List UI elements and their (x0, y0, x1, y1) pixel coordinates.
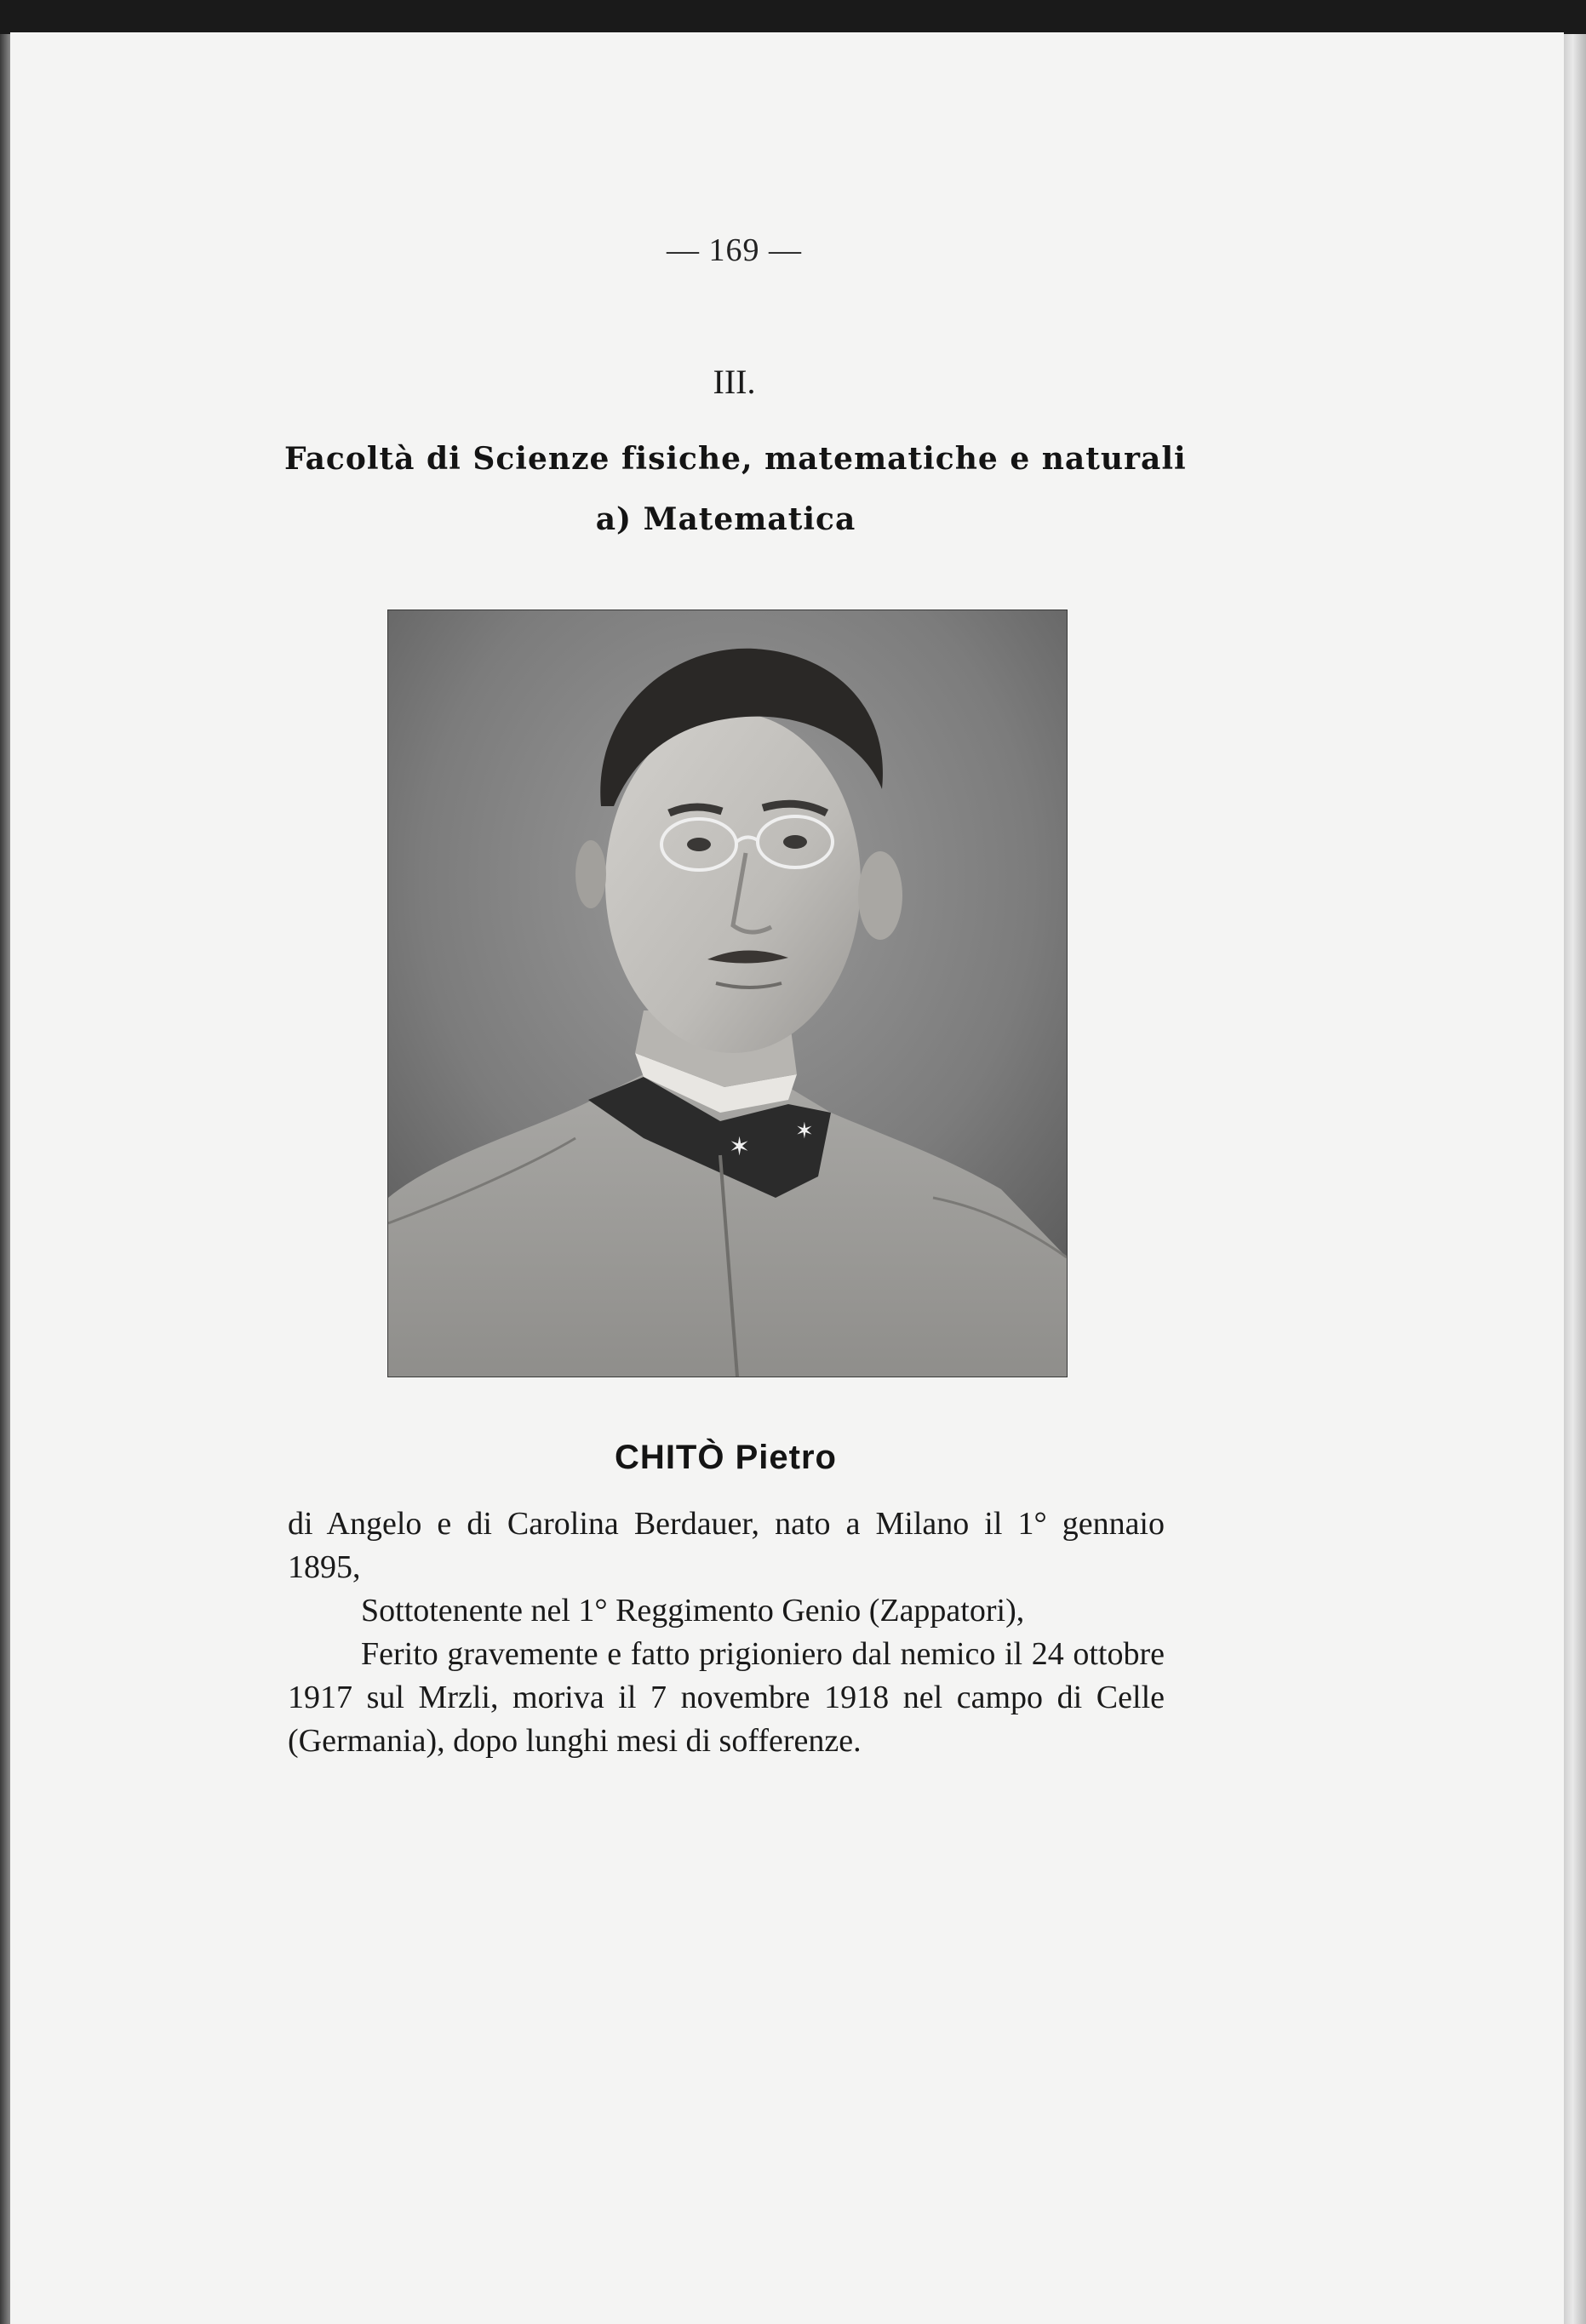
page-number: — 169 — (667, 232, 802, 268)
next-page-edge (1564, 34, 1586, 2324)
portrait-photo-icon (388, 610, 1067, 1377)
subject-title: a) Matematica (595, 501, 856, 537)
biography-text (288, 1503, 1165, 1763)
svg-text:✶: ✶ (729, 1132, 751, 1162)
bio-line-rank: Sottotenente nel 1° Reggimento Genio (Zappatori), (361, 1593, 1025, 1629)
section-number: III. (713, 363, 756, 401)
bio-line-death: Ferito gravemente e fatto prigioniero dal nemico il 24 ottobre 1917 sul Mrzli, moriva il 7 novembre 1918 nel campo di Celle (Germania), dopo lunghi mesi di sofferenze. (288, 1636, 1165, 1759)
svg-text:✶: ✶ (795, 1119, 814, 1144)
scan-border-top (0, 0, 1586, 34)
bio-line-parents: di Angelo e di Carolina Berdauer, nato a Milano il 1° gennaio 1895, (288, 1506, 1165, 1585)
faculty-title: Facoltà di Scienze fisiche, matematiche e naturali (284, 441, 1187, 477)
person-name: CHITÒ Pietro (615, 1439, 837, 1476)
portrait-photo (387, 610, 1068, 1377)
